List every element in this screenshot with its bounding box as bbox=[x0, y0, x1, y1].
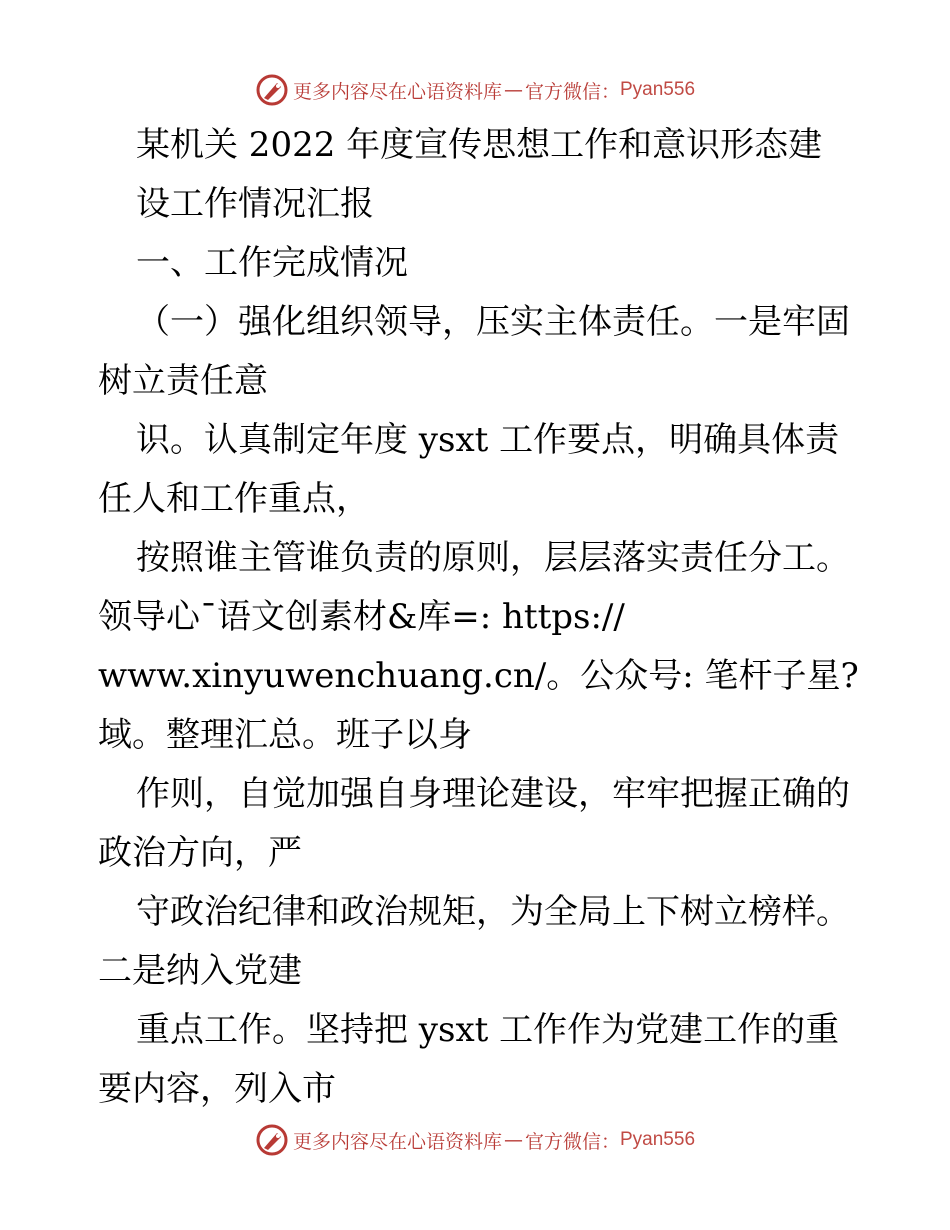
banner-dash: — bbox=[503, 79, 523, 101]
doc-title-line-2: 设工作情况汇报 bbox=[136, 184, 374, 224]
paragraph-line: 作则，自觉加强自身理论建设，牢牢把握正确的 bbox=[136, 774, 850, 814]
paragraph-line: 二是纳入党建 bbox=[98, 951, 302, 991]
pen-nib-logo-icon bbox=[255, 73, 289, 107]
section-heading: 一、工作完成情况 bbox=[136, 243, 408, 283]
paragraph-line: 领导心¯语文创素材&库=: https:// bbox=[98, 597, 625, 637]
paragraph-line: 任人和工作重点， bbox=[98, 479, 370, 519]
banner-wechat-label: 官方微信： bbox=[524, 1130, 620, 1153]
paragraph-line: 政治方向，严 bbox=[98, 833, 302, 873]
banner-wechat-id: Pyan556 bbox=[620, 1129, 696, 1150]
banner-main-text: 更多内容尽在心语资料库 bbox=[292, 80, 502, 103]
paragraph-line: 要内容，列入市 bbox=[98, 1069, 336, 1109]
banner-main-text: 更多内容尽在心语资料库 bbox=[292, 1130, 502, 1153]
paragraph-line: www.xinyuwenchuang.cn/。公众号: 笔杆子星? bbox=[98, 656, 859, 696]
footer-banner bbox=[0, 1120, 950, 1160]
banner-dash: — bbox=[503, 1129, 523, 1151]
paragraph-line: 按照谁主管谁负责的原则，层层落实责任分工。 bbox=[136, 538, 850, 578]
banner-wechat-label: 官方微信： bbox=[524, 80, 620, 103]
paragraph-line: 树立责任意 bbox=[98, 361, 268, 401]
pen-nib-logo-icon bbox=[255, 1123, 289, 1157]
paragraph-line: 域。整理汇总。班子以身 bbox=[98, 715, 472, 755]
banner-wechat-id: Pyan556 bbox=[620, 79, 696, 100]
paragraph-line: （一）强化组织领导，压实主体责任。一是牢固 bbox=[136, 302, 850, 342]
document-body bbox=[98, 116, 858, 1119]
paragraph-line: 守政治纪律和政治规矩，为全局上下树立榜样。 bbox=[136, 892, 850, 932]
paragraph-line: 识。认真制定年度 ysxt 工作要点，明确具体责 bbox=[136, 420, 840, 460]
header-banner bbox=[0, 70, 950, 110]
doc-title-line-1: 某机关 2022 年度宣传思想工作和意识形态建 bbox=[136, 125, 823, 165]
paragraph-line: 重点工作。坚持把 ysxt 工作作为党建工作的重 bbox=[136, 1010, 840, 1050]
